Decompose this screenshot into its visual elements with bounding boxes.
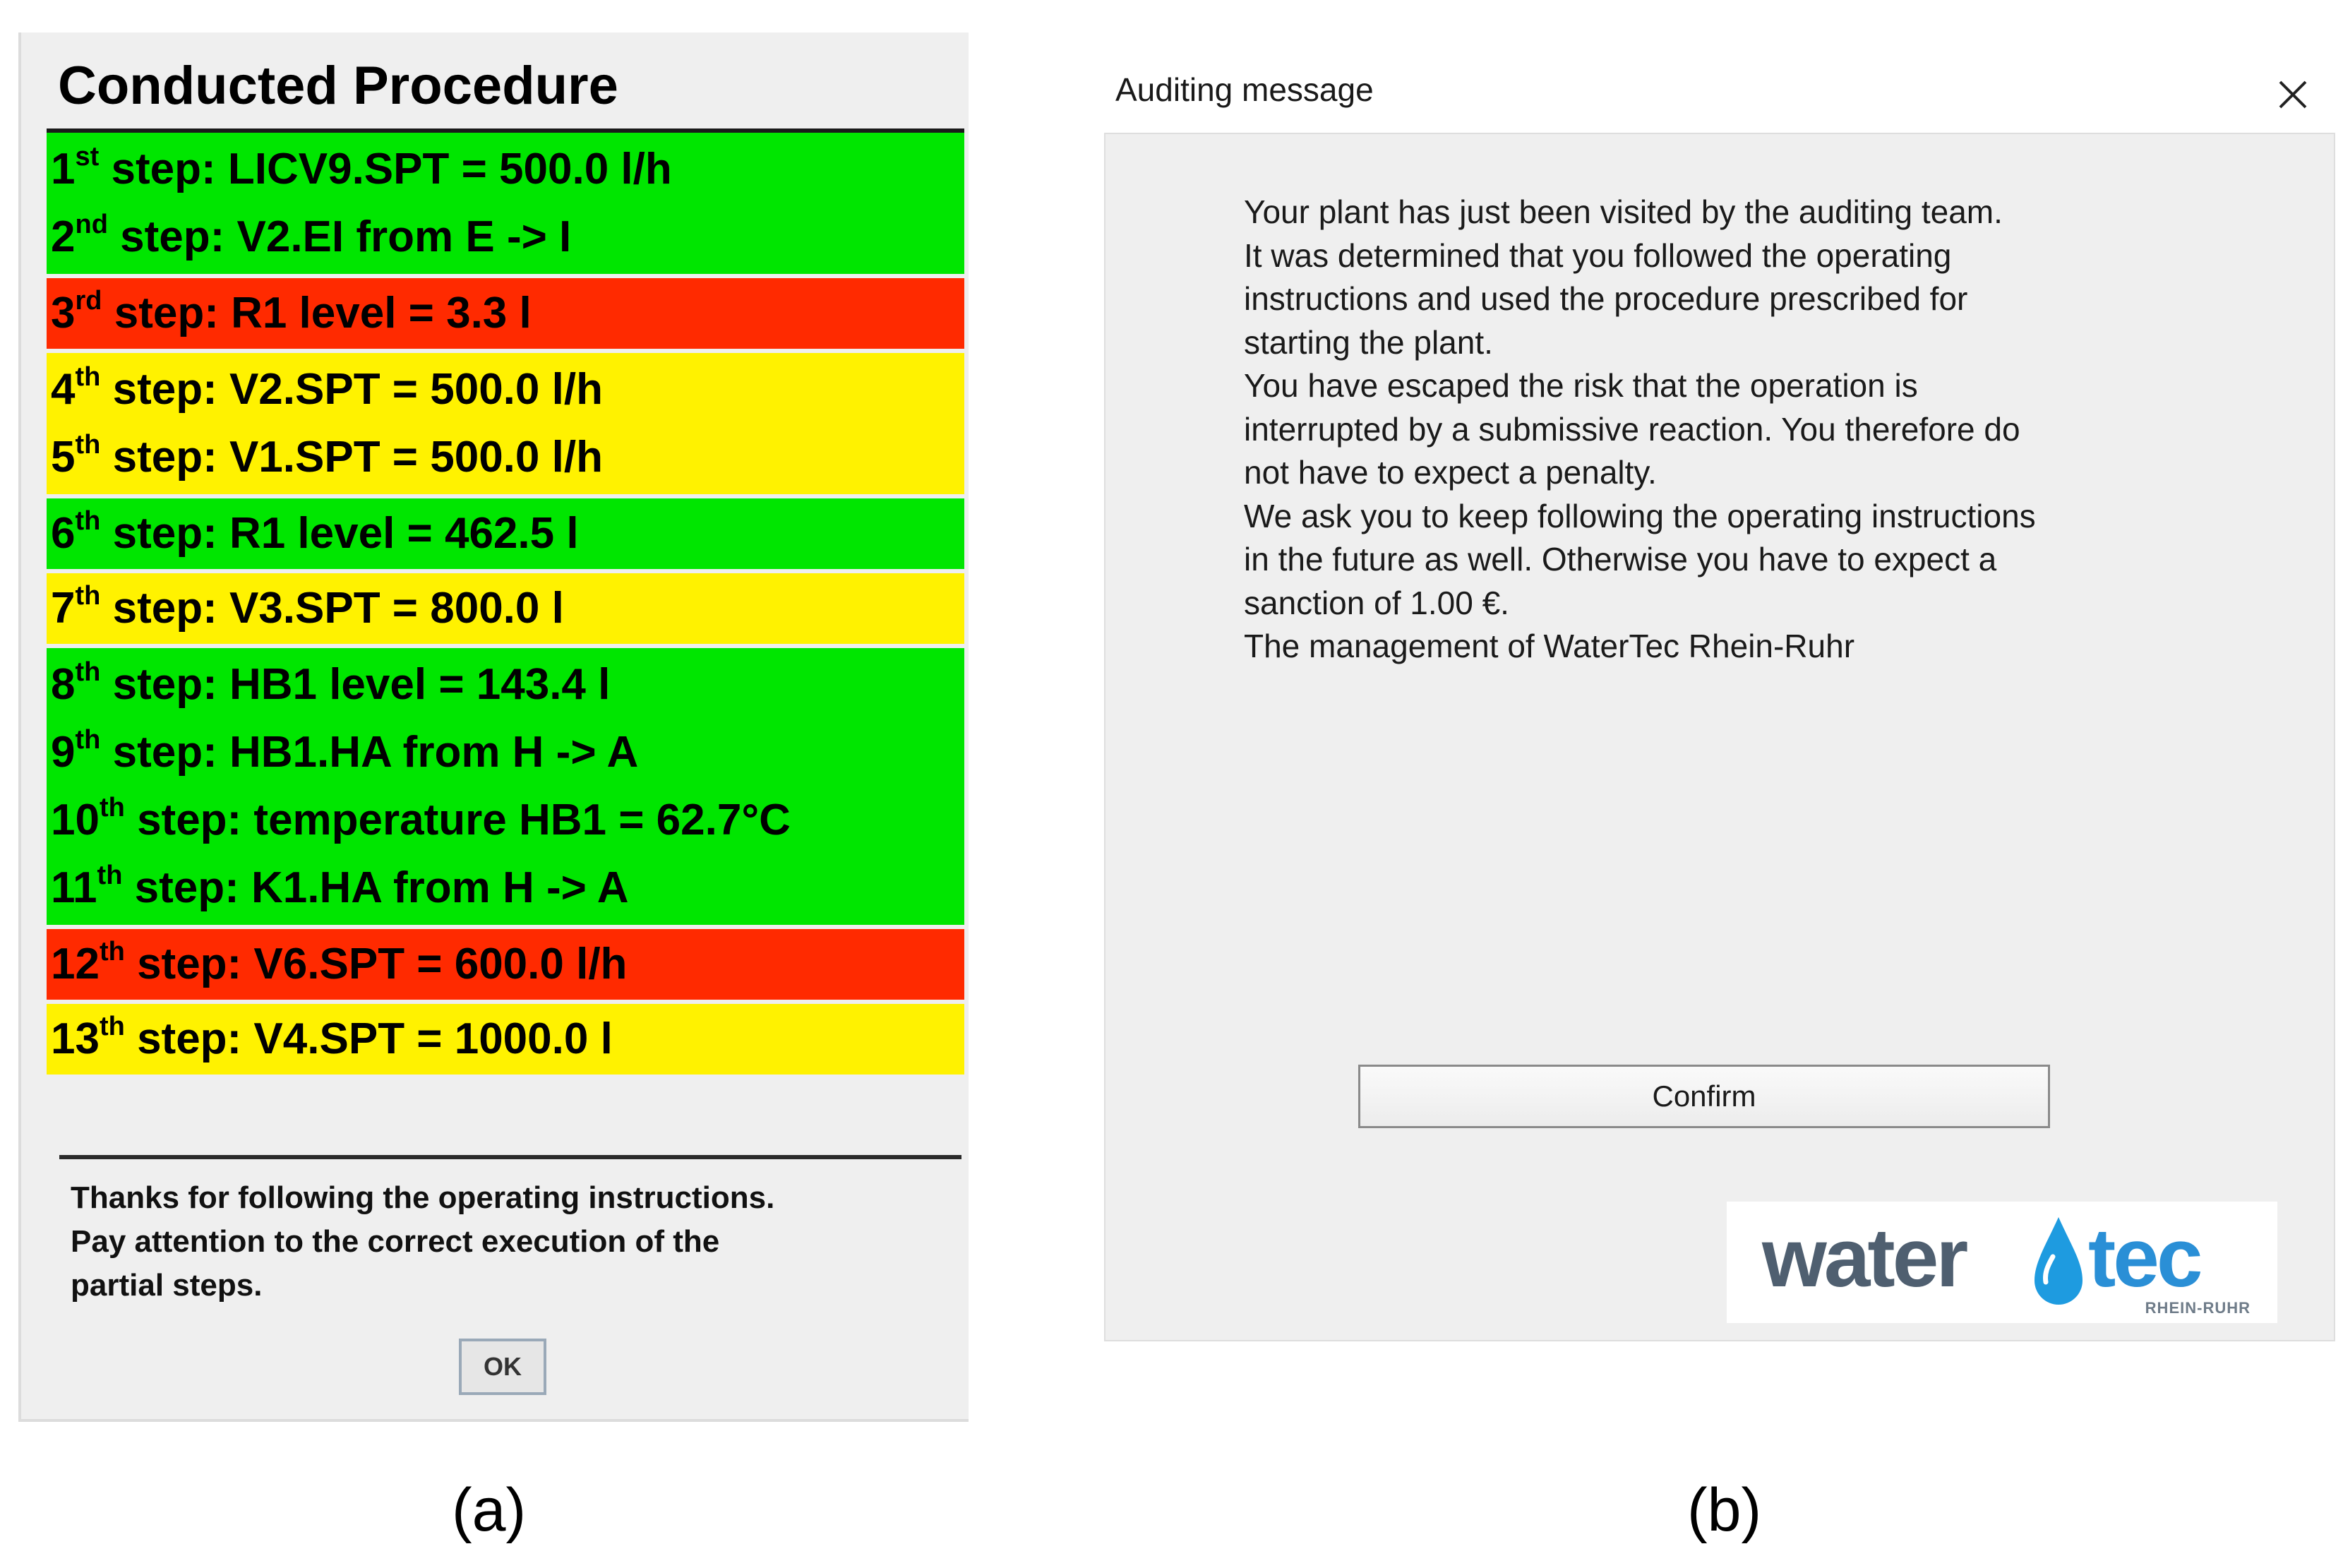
message-line: Your plant has just been visited by the auditing team. xyxy=(1244,193,2003,230)
step-text: step: V1.SPT = 500.0 l/h xyxy=(100,433,603,481)
dialog-body xyxy=(1104,133,2335,1341)
step-ordinal-suffix: th xyxy=(75,506,101,536)
step-text: step: HB1 level = 143.4 l xyxy=(100,660,611,709)
step-text: step: V2.EI from E -> I xyxy=(107,213,572,261)
message-line: instructions and used the procedure prescribed for xyxy=(1244,280,1968,317)
dialog-title: Conducted Procedure xyxy=(58,56,618,116)
step-group-green xyxy=(47,498,964,569)
step-ordinal-suffix: rd xyxy=(75,286,102,316)
procedure-step xyxy=(47,203,964,271)
step-text: step: LICV9.SPT = 500.0 l/h xyxy=(99,145,672,193)
dialog-title: Auditing message xyxy=(1115,71,1374,108)
message-line: We ask you to keep following the operating instructions xyxy=(1244,497,2036,534)
step-text: step: HB1.HA from H -> A xyxy=(100,728,639,777)
confirm-button[interactable]: Confirm xyxy=(1358,1065,2050,1128)
step-text: step: temperature HB1 = 62.7°C xyxy=(124,796,791,844)
step-ordinal: 5 xyxy=(51,433,76,481)
step-ordinal: 8 xyxy=(51,660,76,709)
procedure-step xyxy=(47,136,964,203)
step-ordinal-suffix: st xyxy=(75,142,100,172)
message-line: interrupted by a submissive reaction. You therefore do xyxy=(1244,410,2020,448)
step-ordinal-suffix: th xyxy=(99,793,125,822)
ok-button[interactable]: OK xyxy=(459,1339,546,1395)
message-line: not have to expect a penalty. xyxy=(1244,454,1657,491)
dialog-titlebar xyxy=(1093,49,2335,133)
water-drop-icon xyxy=(2035,1217,2083,1305)
step-ordinal: 11 xyxy=(51,863,97,912)
message-line: starting the plant. xyxy=(1244,323,1493,361)
watertec-logo xyxy=(1727,1202,2277,1323)
step-ordinal: 12 xyxy=(51,940,100,988)
step-ordinal: 10 xyxy=(51,796,100,844)
step-text: step: V4.SPT = 1000.0 l xyxy=(124,1015,613,1063)
step-group-red xyxy=(47,278,964,349)
logo-word-water: water xyxy=(1762,1211,1966,1305)
step-group-green xyxy=(47,648,964,925)
step-ordinal-suffix: nd xyxy=(75,210,108,239)
procedure-step xyxy=(47,575,964,642)
step-ordinal: 1 xyxy=(51,145,76,193)
bottom-divider xyxy=(59,1155,961,1159)
step-group-red xyxy=(47,929,964,1000)
step-group-green xyxy=(47,133,964,274)
caption-b: (b) xyxy=(1687,1476,1762,1544)
step-ordinal: 13 xyxy=(51,1015,100,1063)
step-group-yellow xyxy=(47,353,964,494)
step-ordinal-suffix: th xyxy=(75,430,101,460)
step-ordinal-suffix: th xyxy=(99,937,125,966)
procedure-step-list xyxy=(47,133,964,1075)
step-ordinal-suffix: th xyxy=(75,581,101,611)
feedback-message: Thanks for following the operating instructions. Pay attention to the correct execution of the partial steps. xyxy=(71,1180,775,1303)
step-ordinal-suffix: th xyxy=(75,657,101,687)
logo-word-tec: tec xyxy=(2088,1211,2200,1305)
watertec-logo-graphic xyxy=(1727,1202,2277,1323)
step-ordinal-suffix: th xyxy=(99,1012,125,1041)
step-group-yellow xyxy=(47,573,964,644)
conducted-procedure-dialog xyxy=(18,32,969,1422)
step-text: step: V3.SPT = 800.0 l xyxy=(100,584,564,633)
step-ordinal: 4 xyxy=(51,365,76,414)
step-ordinal: 3 xyxy=(51,289,76,337)
step-text: step: K1.HA from H -> A xyxy=(122,863,629,912)
message-line: The management of WaterTec Rhein-Ruhr xyxy=(1244,628,1855,664)
step-ordinal-suffix: th xyxy=(75,362,101,392)
step-ordinal: 9 xyxy=(51,728,76,777)
procedure-step xyxy=(47,854,964,922)
step-ordinal: 2 xyxy=(51,213,76,261)
procedure-step xyxy=(47,424,964,491)
auditing-message-dialog xyxy=(1093,49,2335,1341)
logo-subtitle: RHEIN-RUHR xyxy=(2145,1299,2251,1317)
message-line: in the future as well. Otherwise you have to expect a xyxy=(1244,541,1997,577)
procedure-step xyxy=(47,356,964,424)
message-line: You have escaped the risk that the operation is xyxy=(1244,367,1918,404)
step-group-yellow xyxy=(47,1004,964,1075)
step-ordinal-suffix: th xyxy=(97,861,123,890)
caption-a: (a) xyxy=(452,1476,527,1544)
procedure-step xyxy=(47,1005,964,1073)
message-line: sanction of 1.00 €. xyxy=(1244,584,1509,621)
procedure-step xyxy=(47,930,964,998)
procedure-step xyxy=(47,651,964,719)
step-text: step: R1 level = 3.3 l xyxy=(102,289,532,337)
procedure-step xyxy=(47,500,964,568)
procedure-step xyxy=(47,719,964,786)
step-ordinal-suffix: th xyxy=(75,725,101,755)
procedure-step xyxy=(47,280,964,347)
step-ordinal: 6 xyxy=(51,509,76,558)
message-line: It was determined that you followed the operating xyxy=(1244,237,1952,274)
step-text: step: V6.SPT = 600.0 l/h xyxy=(124,940,628,988)
step-text: step: V2.SPT = 500.0 l/h xyxy=(100,365,603,414)
step-text: step: R1 level = 462.5 l xyxy=(100,509,579,558)
audit-message-text xyxy=(1244,191,2232,669)
close-icon[interactable] xyxy=(2273,75,2313,114)
procedure-step xyxy=(47,786,964,854)
step-ordinal: 7 xyxy=(51,584,76,633)
